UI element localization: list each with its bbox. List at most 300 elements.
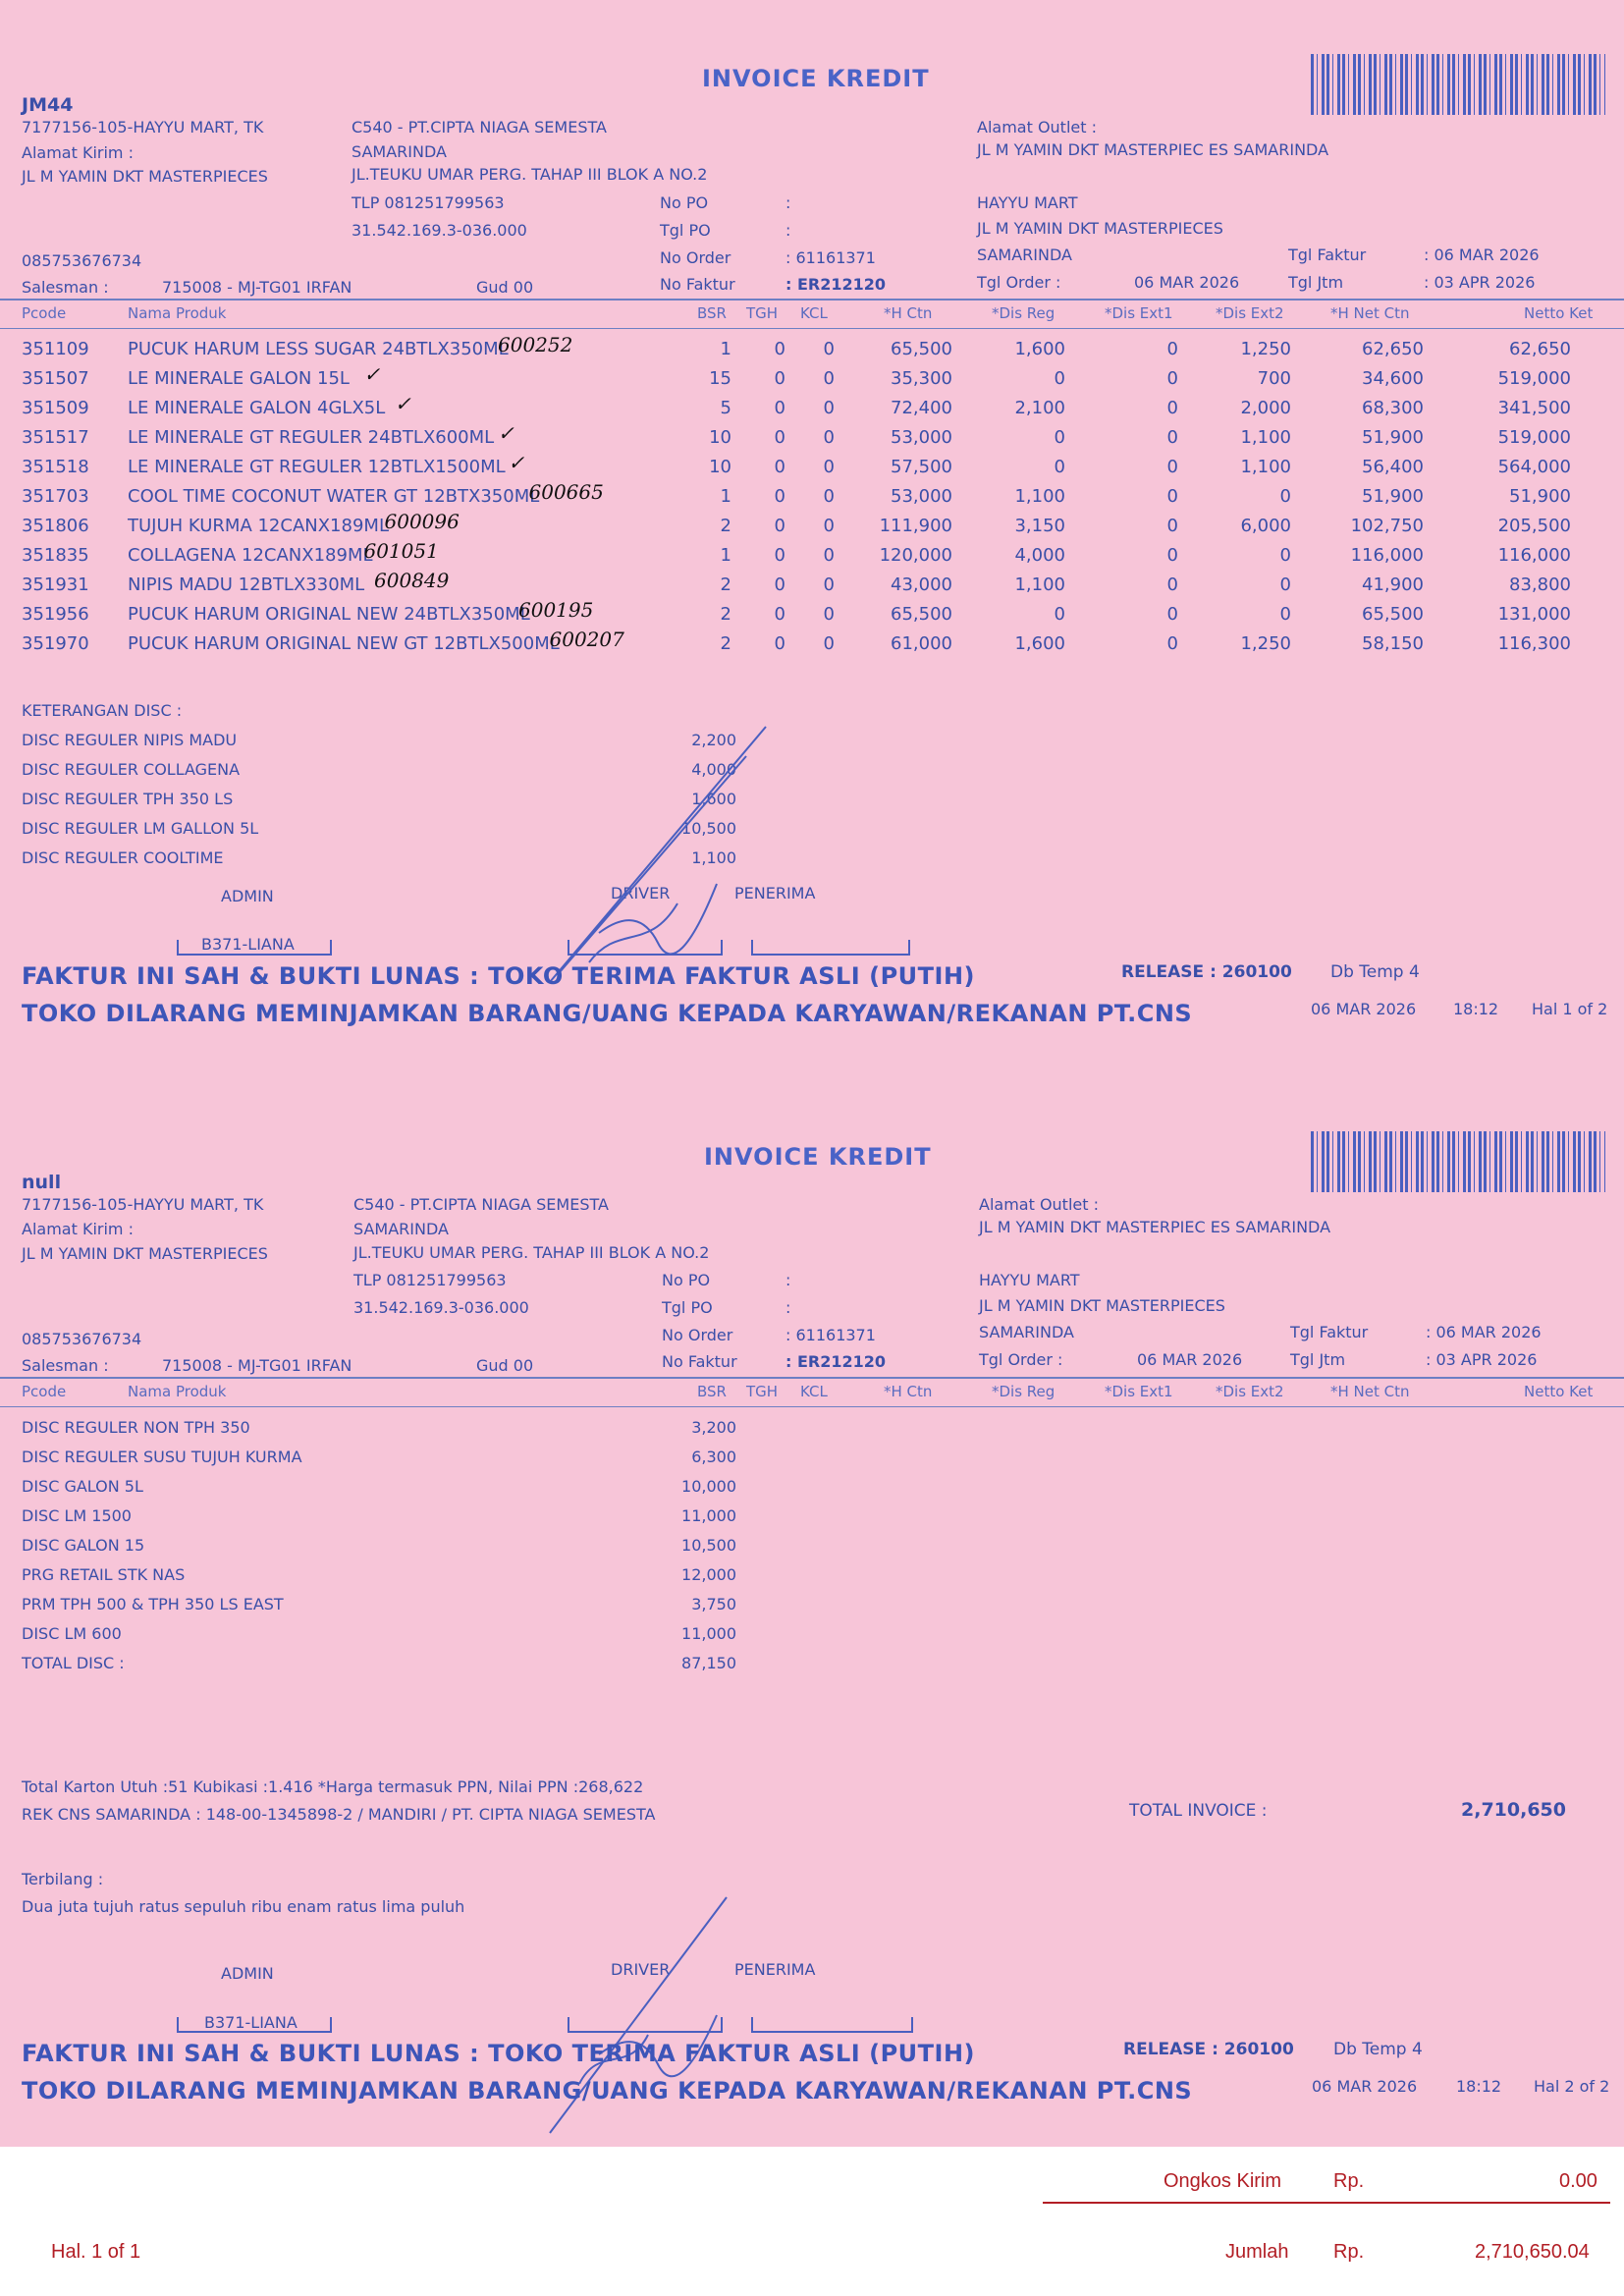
company-npwp: 31.542.169.3-036.000 — [352, 221, 527, 240]
cell-dis-reg: 1,100 — [1014, 574, 1065, 595]
handwritten-note: 600849 — [374, 569, 450, 592]
cell-tgh: 0 — [774, 604, 785, 625]
cell-dis-reg: 3,150 — [1014, 516, 1065, 536]
disc-label: DISC GALON 15 — [22, 1536, 145, 1555]
cell-kcl: 0 — [823, 339, 835, 359]
cell-dis-reg: 0 — [1054, 427, 1065, 448]
cell-h-ctn: 53,000 — [891, 486, 952, 507]
release-code: RELEASE : 260100 — [1123, 2040, 1294, 2059]
company-address: JL.TEUKU UMAR PERG. TAHAP III BLOK A NO.2 — [353, 1243, 710, 1262]
cell-kcl: 0 — [823, 633, 835, 654]
col-nama-produk: Nama Produk — [128, 1383, 227, 1400]
cell-kcl: 0 — [823, 545, 835, 566]
cell-tgh: 0 — [774, 368, 785, 389]
handwritten-note: ✓ — [363, 362, 381, 386]
customer-id: 7177156-105-HAYYU MART, TK — [22, 118, 264, 137]
cell-bsr: 5 — [720, 398, 731, 418]
cell-netto: 83,800 — [1509, 574, 1571, 595]
invoice-page-1 — [0, 0, 1624, 1072]
total-invoice: 2,710,650 — [1461, 1799, 1566, 1821]
disc-value: 10,500 — [681, 1536, 736, 1555]
no-faktur-label: No Faktur — [660, 275, 735, 294]
disc-label: DISC REGULER NIPIS MADU — [22, 731, 238, 749]
cell-pcode: 351956 — [22, 604, 89, 625]
cell-dis-reg: 2,100 — [1014, 398, 1065, 418]
cell-pcode: 351509 — [22, 398, 89, 418]
driver-label: DRIVER — [611, 884, 671, 902]
admin-name: B371-LIANA — [204, 2013, 298, 2032]
tgl-order-label: Tgl Order : — [979, 1350, 1063, 1369]
handwritten-note: ✓ — [395, 392, 411, 415]
disc-value: 11,000 — [681, 1506, 736, 1525]
legal-footer-2: TOKO DILARANG MEMINJAMKAN BARANG/UANG KEPADA KARYAWAN/REKANAN PT.CNS — [22, 2077, 1193, 2105]
cell-pcode: 351517 — [22, 427, 89, 448]
cell-tgh: 0 — [774, 486, 785, 507]
tgl-order: 06 MAR 2026 — [1137, 1350, 1243, 1369]
tgl-faktur-label: Tgl Faktur — [1288, 246, 1367, 264]
cell-pcode: 351507 — [22, 368, 89, 389]
table-row — [0, 628, 1624, 663]
cell-bsr: 2 — [720, 604, 731, 625]
no-faktur: : ER212120 — [785, 275, 887, 294]
cell-h-net: 58,150 — [1362, 633, 1424, 654]
cell-h-net: 56,400 — [1362, 457, 1424, 477]
col-bsr: BSR — [697, 1383, 727, 1400]
table-row — [0, 480, 1624, 516]
admin-label: ADMIN — [221, 1964, 274, 1983]
col-tgh: TGH — [746, 304, 779, 322]
col-pcode: Pcode — [22, 304, 67, 322]
cell-h-ctn: 111,900 — [879, 516, 952, 536]
release-code: RELEASE : 260100 — [1121, 962, 1292, 982]
cell-h-ctn: 61,000 — [891, 633, 952, 654]
cell-name: NIPIS MADU 12BTLX330ML — [128, 574, 365, 595]
cell-dis-ext2: 1,100 — [1240, 427, 1291, 448]
handwritten-note: 600195 — [518, 598, 594, 622]
cell-bsr: 10 — [709, 427, 731, 448]
cell-h-net: 51,900 — [1362, 486, 1424, 507]
cell-pcode: 351109 — [22, 339, 89, 359]
disc-value: 10,000 — [681, 1477, 736, 1496]
cell-bsr: 1 — [720, 339, 731, 359]
cell-bsr: 2 — [720, 633, 731, 654]
no-order-label: No Order — [660, 248, 731, 267]
penerima-sign-line — [751, 2017, 913, 2033]
cell-dis-reg: 1,600 — [1014, 339, 1065, 359]
disc-label: PRG RETAIL STK NAS — [22, 1565, 186, 1584]
disc-value: 11,000 — [681, 1624, 736, 1643]
cell-pcode: 351703 — [22, 486, 89, 507]
tgl-jtm-label: Tgl Jtm — [1290, 1350, 1346, 1369]
disc-label: DISC REGULER COLLAGENA — [22, 760, 241, 779]
disc-label: TOTAL DISC : — [22, 1654, 125, 1672]
cell-name: COLLAGENA 12CANX189ML — [128, 545, 373, 566]
cell-name: PUCUK HARUM LESS SUGAR 24BTLX350ML — [128, 339, 509, 359]
cell-dis-ext2: 0 — [1279, 545, 1291, 566]
cell-dis-reg: 1,600 — [1014, 633, 1065, 654]
cell-h-ctn: 120,000 — [879, 545, 952, 566]
cell-h-net: 34,600 — [1362, 368, 1424, 389]
cell-netto: 51,900 — [1509, 486, 1571, 507]
page-number: Hal 2 of 2 — [1534, 2077, 1610, 2096]
disc-value: 4,000 — [691, 760, 736, 779]
handwritten-note: 601051 — [363, 539, 439, 563]
cell-netto: 116,000 — [1497, 545, 1571, 566]
no-po: : — [785, 1271, 791, 1289]
disc-value: 6,300 — [691, 1448, 736, 1466]
tgl-order: 06 MAR 2026 — [1134, 273, 1240, 292]
cell-dis-ext1: 0 — [1166, 486, 1178, 507]
print-time: 18:12 — [1453, 1000, 1499, 1018]
cell-dis-ext1: 0 — [1166, 604, 1178, 625]
cell-h-net: 116,000 — [1350, 545, 1424, 566]
tgl-faktur: : 06 MAR 2026 — [1424, 246, 1540, 264]
table-row — [0, 539, 1624, 574]
barcode — [1311, 54, 1605, 115]
disc-value: 2,200 — [691, 731, 736, 749]
cell-kcl: 0 — [823, 604, 835, 625]
cell-h-ctn: 65,500 — [891, 604, 952, 625]
cell-pcode: 351970 — [22, 633, 89, 654]
cell-bsr: 1 — [720, 486, 731, 507]
jumlah-label: Jumlah — [1225, 2241, 1289, 2263]
outlet-city: SAMARINDA — [977, 246, 1072, 264]
cell-h-net: 102,750 — [1350, 516, 1424, 536]
cell-kcl: 0 — [823, 457, 835, 477]
col-pcode: Pcode — [22, 1383, 67, 1400]
cell-tgh: 0 — [774, 574, 785, 595]
cell-pcode: 351518 — [22, 457, 89, 477]
terbilang-label: Terbilang : — [22, 1870, 104, 1888]
print-date: 06 MAR 2026 — [1311, 1000, 1417, 1018]
alamat-outlet: JL M YAMIN DKT MASTERPIEC ES SAMARINDA — [977, 140, 1329, 159]
cell-h-ctn: 35,300 — [891, 368, 952, 389]
footer-divider — [1043, 2202, 1610, 2204]
driver-signature — [520, 1887, 756, 2143]
col-netto-ket: Netto Ket — [1524, 1383, 1594, 1400]
company-code: C540 - PT.CIPTA NIAGA SEMESTA — [353, 1195, 609, 1214]
company-code: C540 - PT.CIPTA NIAGA SEMESTA — [352, 118, 607, 137]
col-dis-ext2: *Dis Ext2 — [1216, 304, 1284, 322]
table-row — [0, 362, 1624, 398]
cell-dis-ext2: 700 — [1257, 368, 1291, 389]
alamat-kirim-label: Alamat Kirim : — [22, 143, 134, 162]
cell-dis-ext1: 0 — [1166, 457, 1178, 477]
table-row — [0, 421, 1624, 457]
outlet-name: HAYYU MART — [977, 193, 1078, 212]
cell-dis-ext1: 0 — [1166, 427, 1178, 448]
cell-tgh: 0 — [774, 545, 785, 566]
footer-page: Hal. 1 of 1 — [51, 2241, 141, 2263]
terbilang: Dua juta tujuh ratus sepuluh ribu enam ratus lima puluh — [22, 1897, 465, 1916]
customer-phone: 085753676734 — [22, 1330, 142, 1348]
cell-kcl: 0 — [823, 368, 835, 389]
cell-h-net: 68,300 — [1362, 398, 1424, 418]
cell-tgh: 0 — [774, 457, 785, 477]
col-netto-ket: Netto Ket — [1524, 304, 1594, 322]
driver-signature — [530, 707, 785, 992]
cell-dis-reg: 0 — [1054, 457, 1065, 477]
outlet-city: SAMARINDA — [979, 1323, 1074, 1341]
disc-label: DISC REGULER SUSU TUJUH KURMA — [22, 1448, 302, 1466]
handwritten-note: 600665 — [528, 480, 604, 504]
cell-bsr: 10 — [709, 457, 731, 477]
cell-kcl: 0 — [823, 486, 835, 507]
cell-dis-ext2: 1,250 — [1240, 633, 1291, 654]
col-h-net-ctn: *H Net Ctn — [1330, 1383, 1410, 1400]
rekening-bank: REK CNS SAMARINDA : 148-00-1345898-2 / MANDIRI / PT. CIPTA NIAGA SEMESTA — [22, 1805, 656, 1824]
customer-id: 7177156-105-HAYYU MART, TK — [22, 1195, 264, 1214]
cell-netto: 519,000 — [1497, 427, 1571, 448]
company-npwp: 31.542.169.3-036.000 — [353, 1298, 529, 1317]
disc-label: DISC GALON 5L — [22, 1477, 143, 1496]
handwritten-note: ✓ — [498, 421, 514, 445]
cell-dis-ext1: 0 — [1166, 398, 1178, 418]
cell-netto: 116,300 — [1497, 633, 1571, 654]
salesman-label: Salesman : — [22, 278, 109, 297]
cell-netto: 62,650 — [1509, 339, 1571, 359]
cell-dis-ext2: 1,100 — [1240, 457, 1291, 477]
cell-kcl: 0 — [823, 516, 835, 536]
disc-value: 3,200 — [691, 1418, 736, 1437]
cell-tgh: 0 — [774, 427, 785, 448]
cell-bsr: 15 — [709, 368, 731, 389]
handwritten-note: 600252 — [498, 333, 573, 356]
cell-dis-ext2: 0 — [1279, 574, 1291, 595]
disc-value: 1,600 — [691, 790, 736, 808]
company-phone: TLP 081251799563 — [352, 193, 505, 212]
cell-name: TUJUH KURMA 12CANX189ML — [128, 516, 389, 536]
tgl-order-label: Tgl Order : — [977, 273, 1061, 292]
company-city: SAMARINDA — [352, 142, 447, 161]
header-underline — [0, 328, 1624, 329]
alamat-kirim-label: Alamat Kirim : — [22, 1220, 134, 1238]
cell-name: LE MINERALE GALON 15L — [128, 368, 350, 389]
header-divider — [0, 299, 1624, 301]
jumlah-currency: Rp. — [1333, 2241, 1365, 2263]
total-invoice-label: TOTAL INVOICE : — [1129, 1801, 1268, 1821]
cell-name: LE MINERALE GALON 4GLX5L — [128, 398, 386, 418]
salesman: 715008 - MJ-TG01 IRFAN — [162, 1356, 352, 1375]
handwritten-note: ✓ — [508, 451, 525, 474]
col-tgh: TGH — [746, 1383, 779, 1400]
cell-name: LE MINERALE GT REGULER 12BTLX1500ML — [128, 457, 506, 477]
company-city: SAMARINDA — [353, 1220, 449, 1238]
alamat-outlet-label: Alamat Outlet : — [977, 118, 1097, 137]
cell-dis-ext1: 0 — [1166, 339, 1178, 359]
cell-name: PUCUK HARUM ORIGINAL NEW 24BTLX350ML — [128, 604, 530, 625]
alamat-outlet-label: Alamat Outlet : — [979, 1195, 1099, 1214]
legal-footer-2: TOKO DILARANG MEMINJAMKAN BARANG/UANG KEPADA KARYAWAN/REKANAN PT.CNS — [22, 1000, 1193, 1027]
cell-h-net: 65,500 — [1362, 604, 1424, 625]
cell-dis-reg: 0 — [1054, 604, 1065, 625]
disc-value: 87,150 — [681, 1654, 736, 1672]
cell-dis-ext1: 0 — [1166, 574, 1178, 595]
invoice-title: INVOICE KREDIT — [704, 1143, 932, 1171]
invoice-page-2 — [0, 1072, 1624, 2147]
disc-label: PRM TPH 500 & TPH 350 LS EAST — [22, 1595, 284, 1613]
salesman-label: Salesman : — [22, 1356, 109, 1375]
cell-dis-ext1: 0 — [1166, 516, 1178, 536]
no-faktur-label: No Faktur — [662, 1352, 737, 1371]
cell-kcl: 0 — [823, 574, 835, 595]
disc-label: DISC LM 1500 — [22, 1506, 132, 1525]
outlet-address: JL M YAMIN DKT MASTERPIECES — [979, 1296, 1225, 1315]
company-phone: TLP 081251799563 — [353, 1271, 507, 1289]
col-h-ctn: *H Ctn — [884, 1383, 933, 1400]
cell-name: LE MINERALE GT REGULER 24BTLX600ML — [128, 427, 495, 448]
table-row — [0, 598, 1624, 633]
tgl-po: : — [785, 221, 791, 240]
table-row — [0, 451, 1624, 486]
cell-dis-reg: 0 — [1054, 368, 1065, 389]
no-order: : 61161371 — [785, 248, 876, 267]
cell-dis-ext1: 0 — [1166, 368, 1178, 389]
cell-dis-ext2: 2,000 — [1240, 398, 1291, 418]
outlet-name: HAYYU MART — [979, 1271, 1080, 1289]
table-row — [0, 569, 1624, 604]
salesman: 715008 - MJ-TG01 IRFAN — [162, 278, 352, 297]
db-temp: Db Temp 4 — [1330, 962, 1420, 982]
cell-dis-reg: 1,100 — [1014, 486, 1065, 507]
col-kcl: KCL — [800, 1383, 828, 1400]
gudang: Gud 00 — [476, 278, 534, 297]
barcode — [1311, 1131, 1605, 1192]
admin-name: B371-LIANA — [201, 935, 295, 954]
cell-pcode: 351806 — [22, 516, 89, 536]
cell-dis-ext1: 0 — [1166, 633, 1178, 654]
admin-label: ADMIN — [221, 887, 274, 905]
disc-value: 10,500 — [681, 819, 736, 838]
no-faktur: : ER212120 — [785, 1352, 887, 1371]
cell-bsr: 1 — [720, 545, 731, 566]
cell-netto: 519,000 — [1497, 368, 1571, 389]
cell-h-ctn: 57,500 — [891, 457, 952, 477]
disc-label: DISC REGULER NON TPH 350 — [22, 1418, 250, 1437]
cell-h-net: 62,650 — [1362, 339, 1424, 359]
col-dis-reg: *Dis Reg — [992, 1383, 1056, 1400]
cell-kcl: 0 — [823, 398, 835, 418]
handwritten-note: 600096 — [384, 510, 460, 533]
cell-dis-reg: 4,000 — [1014, 545, 1065, 566]
cell-h-ctn: 43,000 — [891, 574, 952, 595]
disc-label: DISC REGULER LM GALLON 5L — [22, 819, 259, 838]
tgl-jtm-label: Tgl Jtm — [1288, 273, 1344, 292]
jumlah-value: 2,710,650.04 — [1475, 2241, 1590, 2263]
disc-label: DISC REGULER COOLTIME — [22, 848, 224, 867]
tgl-faktur: : 06 MAR 2026 — [1426, 1323, 1542, 1341]
col-dis-ext1: *Dis Ext1 — [1105, 304, 1173, 322]
cell-h-ctn: 53,000 — [891, 427, 952, 448]
alamat-kirim: JL M YAMIN DKT MASTERPIECES — [22, 167, 268, 186]
print-time: 18:12 — [1456, 2077, 1502, 2096]
page-number: Hal 1 of 2 — [1532, 1000, 1608, 1018]
col-h-net-ctn: *H Net Ctn — [1330, 304, 1410, 322]
cell-bsr: 2 — [720, 574, 731, 595]
legal-footer-1: FAKTUR INI SAH & BUKTI LUNAS : TOKO TERIMA FAKTUR ASLI (PUTIH) — [22, 2040, 975, 2067]
tgl-po-label: Tgl PO — [662, 1298, 713, 1317]
disc-value: 1,100 — [691, 848, 736, 867]
cell-name: COOL TIME COCONUT WATER GT 12BTX350ML — [128, 486, 540, 507]
disc-label: DISC REGULER TPH 350 LS — [22, 790, 234, 808]
no-order-label: No Order — [662, 1326, 733, 1344]
tgl-jtm: : 03 APR 2026 — [1426, 1350, 1538, 1369]
cell-dis-ext1: 0 — [1166, 545, 1178, 566]
col-kcl: KCL — [800, 304, 828, 322]
cell-dis-ext2: 6,000 — [1240, 516, 1291, 536]
table-row — [0, 510, 1624, 545]
cell-pcode: 351835 — [22, 545, 89, 566]
cell-bsr: 2 — [720, 516, 731, 536]
tgl-faktur-label: Tgl Faktur — [1290, 1323, 1369, 1341]
no-order: : 61161371 — [785, 1326, 876, 1344]
total-karton: Total Karton Utuh :51 Kubikasi :1.416 *Harga termasuk PPN, Nilai PPN :268,622 — [22, 1777, 644, 1796]
alamat-outlet: JL M YAMIN DKT MASTERPIEC ES SAMARINDA — [979, 1218, 1331, 1236]
ongkos-currency: Rp. — [1333, 2170, 1365, 2192]
header-divider — [0, 1377, 1624, 1379]
col-dis-ext1: *Dis Ext1 — [1105, 1383, 1173, 1400]
document-footer — [0, 2147, 1624, 2296]
cell-tgh: 0 — [774, 339, 785, 359]
disc-header: KETERANGAN DISC : — [22, 701, 183, 720]
legal-footer-1: FAKTUR INI SAH & BUKTI LUNAS : TOKO TERIMA FAKTUR ASLI (PUTIH) — [22, 962, 975, 990]
handwritten-note: 600207 — [549, 628, 624, 651]
no-po: : — [785, 193, 791, 212]
cell-pcode: 351931 — [22, 574, 89, 595]
alamat-kirim: JL M YAMIN DKT MASTERPIECES — [22, 1244, 268, 1263]
no-po-label: No PO — [662, 1271, 711, 1289]
cell-kcl: 0 — [823, 427, 835, 448]
tgl-po-label: Tgl PO — [660, 221, 711, 240]
customer-code: null — [22, 1172, 62, 1193]
col-bsr: BSR — [697, 304, 727, 322]
ongkos-kirim-value: 0.00 — [1559, 2170, 1597, 2192]
cell-netto: 564,000 — [1497, 457, 1571, 477]
customer-code: JM44 — [22, 94, 74, 116]
cell-h-net: 41,900 — [1362, 574, 1424, 595]
table-row — [0, 333, 1624, 368]
cell-h-ctn: 65,500 — [891, 339, 952, 359]
col-dis-ext2: *Dis Ext2 — [1216, 1383, 1284, 1400]
gudang: Gud 00 — [476, 1356, 534, 1375]
ongkos-kirim-label: Ongkos Kirim — [1164, 2170, 1282, 2192]
table-row — [0, 392, 1624, 427]
cell-dis-ext2: 0 — [1279, 486, 1291, 507]
cell-netto: 205,500 — [1497, 516, 1571, 536]
col-nama-produk: Nama Produk — [128, 304, 227, 322]
disc-label: DISC LM 600 — [22, 1624, 122, 1643]
cell-name: PUCUK HARUM ORIGINAL NEW GT 12BTLX500ML — [128, 633, 560, 654]
cell-h-ctn: 72,400 — [891, 398, 952, 418]
invoice-title: INVOICE KREDIT — [702, 65, 930, 92]
cell-tgh: 0 — [774, 516, 785, 536]
disc-value: 3,750 — [691, 1595, 736, 1613]
cell-tgh: 0 — [774, 398, 785, 418]
customer-phone: 085753676734 — [22, 251, 142, 270]
outlet-address: JL M YAMIN DKT MASTERPIECES — [977, 219, 1223, 238]
penerima-label: PENERIMA — [734, 884, 816, 902]
cell-dis-ext2: 0 — [1279, 604, 1291, 625]
driver-label: DRIVER — [611, 1960, 671, 1979]
print-date: 06 MAR 2026 — [1312, 2077, 1418, 2096]
penerima-label: PENERIMA — [734, 1960, 816, 1979]
col-h-ctn: *H Ctn — [884, 304, 933, 322]
header-underline — [0, 1406, 1624, 1407]
tgl-po: : — [785, 1298, 791, 1317]
col-dis-reg: *Dis Reg — [992, 304, 1056, 322]
cell-h-net: 51,900 — [1362, 427, 1424, 448]
cell-netto: 341,500 — [1497, 398, 1571, 418]
